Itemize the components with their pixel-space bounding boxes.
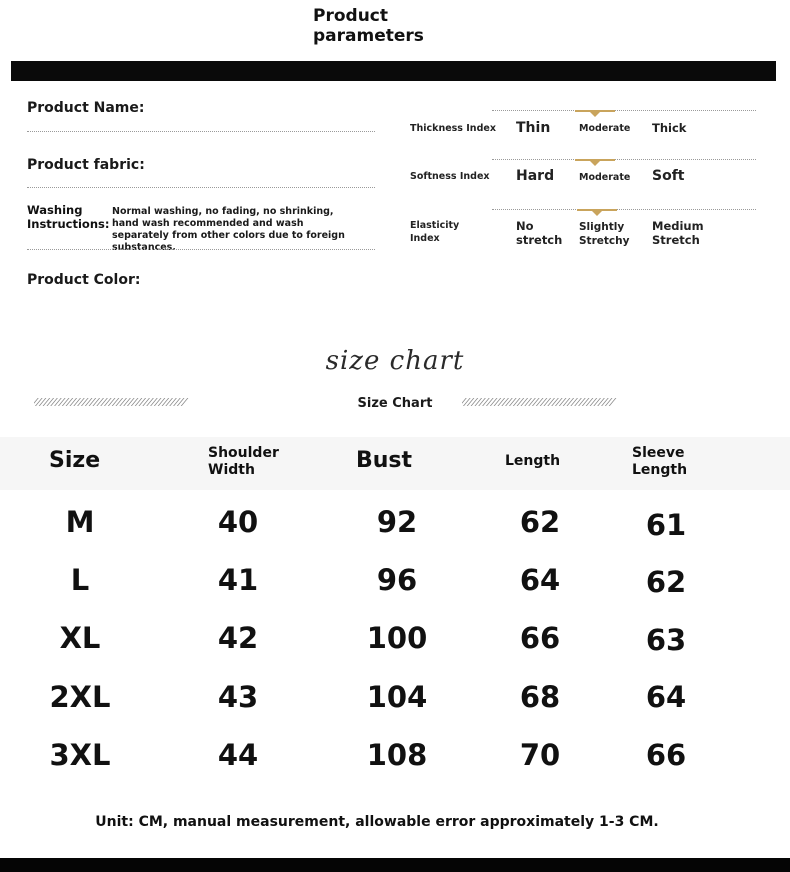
table-cell: 70 [519,738,561,772]
page-title [313,6,424,46]
thickness-index-label: Thickness Index [410,123,496,134]
elasticity-index-label: Elasticity Index [410,220,460,244]
thickness-option: Thin [516,120,551,136]
table-cell: 2XL [49,680,111,714]
table-cell: 64 [519,563,561,597]
size-chart-script-title: size chart [325,346,465,376]
header-size: Size [49,448,101,473]
header-length: Length [505,453,561,469]
bottom-divider-bar [0,858,790,872]
elasticity-option: No stretch [516,219,563,247]
table-cell: 62 [519,505,561,539]
table-cell: M [65,505,95,539]
index-track [492,159,756,160]
elasticity-option: Slightly Stretchy [579,221,630,247]
thickness-option: Moderate [579,123,631,134]
table-cell: 68 [519,680,561,714]
softness-option: Soft [652,168,685,184]
divider [27,187,375,188]
index-selected-marker [577,209,617,211]
table-cell: 100 [366,621,428,655]
product-color-label: Product Color: [27,272,141,288]
header-shoulder-width: Shoulder Width [208,445,279,478]
product-name-label: Product Name: [27,100,145,116]
index-track [492,209,756,210]
table-cell: L [70,563,90,597]
softness-index-label: Softness Index [410,171,490,182]
page-title-line2: parameters [313,26,424,46]
table-cell: 62 [645,565,687,599]
softness-option: Moderate [579,172,631,183]
index-track [492,110,756,111]
divider [27,131,375,132]
table-cell: 41 [217,563,259,597]
washing-instructions-label: Washing Instructions: [27,203,110,231]
index-selected-marker [575,159,615,161]
elasticity-option: Medium Stretch [652,219,704,247]
table-cell: 66 [519,621,561,655]
table-cell: XL [59,621,101,655]
washing-instructions-text: Normal washing, no fading, no shrinking, hand wash recommended and wash separately from other colors due to foreign substances. [112,206,345,253]
table-cell: 66 [645,738,687,772]
page-title-line1: Product [313,6,388,26]
softness-option: Hard [516,168,555,184]
table-cell: 96 [376,563,418,597]
product-fabric-label: Product fabric: [27,157,145,173]
index-selected-marker [575,110,615,112]
header-bust: Bust [356,448,413,473]
table-cell: 43 [217,680,259,714]
table-cell: 40 [217,505,259,539]
table-cell: 42 [217,621,259,655]
table-cell: 108 [366,738,428,772]
thickness-option: Thick [652,121,687,135]
table-cell: 104 [366,680,428,714]
table-cell: 92 [376,505,418,539]
top-divider-bar [11,61,776,81]
table-cell: 64 [645,680,687,714]
decorative-slashes: ⁄⁄⁄⁄⁄⁄⁄⁄⁄⁄⁄⁄⁄⁄⁄⁄⁄⁄⁄⁄⁄⁄⁄⁄⁄⁄⁄⁄⁄⁄⁄⁄⁄⁄⁄⁄⁄⁄⁄⁄ [462,396,616,409]
table-cell: 61 [645,508,687,542]
table-cell: 3XL [49,738,111,772]
unit-note: Unit: CM, manual measurement, allowable error approximately 1-3 CM. [95,814,659,830]
table-cell: 44 [217,738,259,772]
divider [27,249,375,250]
table-cell: 63 [645,623,687,657]
decorative-slashes: ⁄⁄⁄⁄⁄⁄⁄⁄⁄⁄⁄⁄⁄⁄⁄⁄⁄⁄⁄⁄⁄⁄⁄⁄⁄⁄⁄⁄⁄⁄⁄⁄⁄⁄⁄⁄⁄⁄⁄⁄ [34,396,188,409]
header-sleeve-length: Sleeve Length [632,445,688,478]
size-chart-subtitle: Size Chart [357,396,433,411]
